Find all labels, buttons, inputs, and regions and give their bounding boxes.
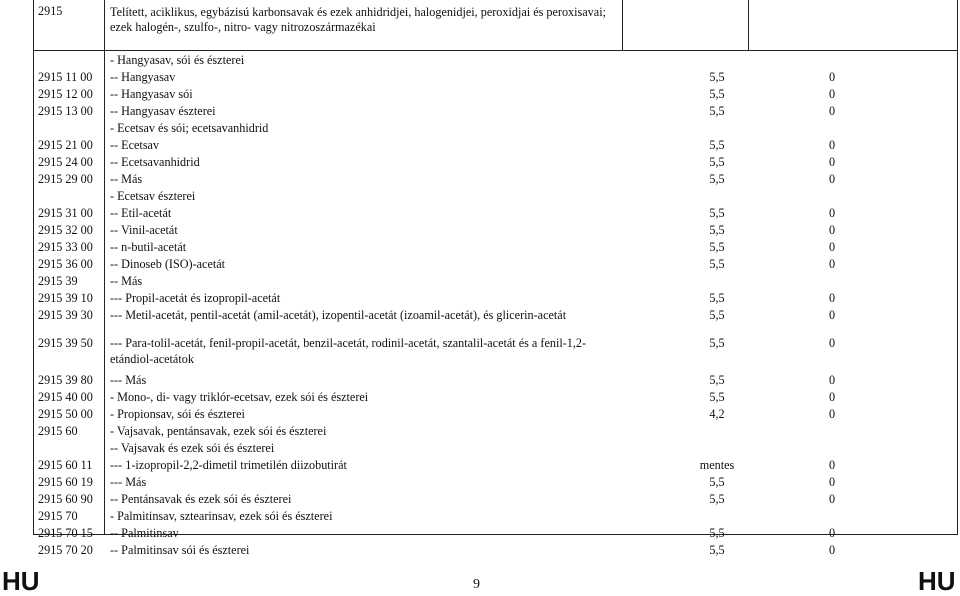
row-duty-rate: 5,5 (709, 373, 725, 387)
row-code: 2915 33 00 (38, 240, 93, 254)
row-description: -- Ecetsavanhidrid (110, 155, 200, 169)
table-row (33, 171, 958, 188)
row-zero-rate: 0 (828, 70, 836, 84)
table-row (33, 525, 958, 542)
row-zero-rate: 0 (828, 206, 836, 220)
row-zero-rate: 0 (828, 172, 836, 186)
row-zero-rate: 0 (828, 104, 836, 118)
row-code: 2915 39 10 (38, 291, 93, 305)
table-row (33, 290, 958, 307)
row-code: 2915 70 15 (38, 526, 93, 540)
row-zero-rate: 0 (828, 390, 836, 404)
row-description: -- Ecetsav (110, 138, 160, 152)
row-duty-rate: 5,5 (709, 291, 725, 305)
table-row (33, 406, 958, 423)
row-zero-rate: 0 (828, 138, 836, 152)
table-row (33, 120, 958, 137)
row-description: - Palmitinsav, sztearinsav, ezek sói és észterei (110, 509, 333, 523)
row-duty-rate: 5,5 (709, 104, 725, 118)
heading-row (33, 0, 958, 51)
row-description: -- Hangyasav (110, 70, 176, 84)
row-zero-rate: 0 (828, 291, 836, 305)
row-code: 2915 70 20 (38, 543, 93, 557)
row-duty-rate: 5,5 (709, 70, 725, 84)
row-zero-rate: 0 (828, 526, 836, 540)
row-duty-rate: 5,5 (709, 206, 725, 220)
table-row (33, 508, 958, 525)
table-row (33, 457, 958, 474)
table-row (33, 423, 958, 440)
row-description: -- Más (110, 172, 143, 186)
table-row (33, 137, 958, 154)
row-code: 2915 40 00 (38, 390, 93, 404)
row-description: -- Hangyasav sói (110, 87, 193, 101)
table-row (33, 440, 958, 457)
table-row (33, 103, 958, 120)
row-zero-rate: 0 (828, 155, 836, 169)
row-description: --- Propil-acetát és izopropil-acetát (110, 291, 281, 305)
table-row (33, 307, 958, 325)
row-description: - Mono-, di- vagy triklór-ecetsav, ezek sói és észterei (110, 390, 369, 404)
row-code: 2915 11 00 (38, 70, 93, 84)
row-zero-rate: 0 (828, 492, 836, 506)
row-zero-rate: 0 (828, 336, 836, 350)
table-row (33, 491, 958, 508)
row-description: -- Dinoseb (ISO)-acetát (110, 257, 226, 271)
row-zero-rate: 0 (828, 543, 836, 557)
row-description: -- Palmitinsav sói és észterei (110, 543, 250, 557)
row-duty-rate: 5,5 (709, 526, 725, 540)
row-description: --- Más (110, 475, 147, 489)
tariff-rows (33, 51, 958, 559)
table-row (33, 86, 958, 103)
row-duty-rate: 5,5 (709, 475, 725, 489)
row-code: 2915 70 (38, 509, 78, 523)
heading-description: Telített, aciklikus, egybázisú karbonsavak és ezek anhidridjei, halogenidjei, peroxidjai és peroxisavai; ezek halogén-, szulfo-, nitro- vagy nitrozoszármazékai (110, 5, 606, 34)
row-zero-rate: 0 (828, 373, 836, 387)
row-description: --- Metil-acetát, pentil-acetát (amil-acetát), izopentil-acetát (izoamil-acetát), és glicerin-acetát (110, 308, 567, 322)
row-description: - Hangyasav, sói és észterei (110, 53, 245, 67)
table-row (33, 273, 958, 290)
row-description: -- Vinil-acetát (110, 223, 178, 237)
row-description: --- Más (110, 373, 147, 387)
table-row (33, 154, 958, 171)
row-zero-rate: 0 (828, 475, 836, 489)
row-zero-rate: 0 (828, 257, 836, 271)
row-code: 2915 36 00 (38, 257, 93, 271)
heading-code: 2915 (38, 4, 63, 18)
row-code: 2915 39 50 (38, 336, 93, 350)
row-description: --- 1-izopropil-2,2-dimetil trimetilén diizobutirát (110, 458, 347, 472)
row-description: - Propionsav, sói és észterei (110, 407, 245, 421)
row-zero-rate: 0 (828, 223, 836, 237)
row-description: - Ecetsav és sói; ecetsavanhidrid (110, 121, 269, 135)
row-duty-rate: 5,5 (709, 240, 725, 254)
row-description: - Vajsavak, pentánsavak, ezek sói és észterei (110, 424, 327, 438)
row-duty-rate: 4,2 (709, 407, 725, 421)
row-description: - Ecetsav észterei (110, 189, 196, 203)
row-duty-rate: 5,5 (709, 155, 725, 169)
row-code: 2915 39 30 (38, 308, 93, 322)
row-code: 2915 60 (38, 424, 78, 438)
row-code: 2915 39 80 (38, 373, 93, 387)
tariff-table (33, 0, 958, 559)
row-description: -- Más (110, 274, 143, 288)
row-zero-rate: 0 (828, 458, 836, 472)
row-code: 2915 60 19 (38, 475, 93, 489)
row-duty-rate: 5,5 (709, 543, 725, 557)
page-number: 9 (473, 577, 480, 592)
row-duty-rate: 5,5 (709, 390, 725, 404)
row-zero-rate: 0 (828, 407, 836, 421)
row-code: 2915 31 00 (38, 206, 93, 220)
table-row (33, 239, 958, 256)
row-code: 2915 29 00 (38, 172, 93, 186)
table-row (33, 335, 958, 372)
table-row (33, 222, 958, 239)
row-zero-rate: 0 (828, 308, 836, 322)
table-row (33, 474, 958, 491)
row-description: -- Vajsavak és ezek sói és észterei (110, 441, 275, 455)
row-description: --- Para-tolil-acetát, fenil-propil-acetát, benzil-acetát, rodinil-acetát, szantalil-acetát és a fenil-1,2-etándiol-acetátok (110, 336, 587, 366)
row-duty-rate: 5,5 (709, 172, 725, 186)
row-duty-rate: 5,5 (709, 308, 725, 322)
row-duty-rate: mentes (699, 458, 735, 472)
row-description: -- Pentánsavak és ezek sói és észterei (110, 492, 292, 506)
row-description: -- Hangyasav észterei (110, 104, 216, 118)
footer-lang-left: HU (2, 566, 40, 596)
table-row (33, 542, 958, 559)
table-row (33, 52, 958, 69)
table-row (33, 256, 958, 273)
row-zero-rate: 0 (828, 87, 836, 101)
row-code: 2915 32 00 (38, 223, 93, 237)
row-duty-rate: 5,5 (709, 257, 725, 271)
row-duty-rate: 5,5 (709, 492, 725, 506)
row-duty-rate: 5,5 (709, 223, 725, 237)
footer-lang-right: HU (918, 566, 956, 596)
row-code: 2915 50 00 (38, 407, 93, 421)
row-description: -- Etil-acetát (110, 206, 172, 220)
table-row (33, 372, 958, 389)
row-zero-rate: 0 (828, 240, 836, 254)
row-duty-rate: 5,5 (709, 336, 725, 350)
row-code: 2915 24 00 (38, 155, 93, 169)
row-code: 2915 12 00 (38, 87, 93, 101)
table-row (33, 69, 958, 86)
row-code: 2915 21 00 (38, 138, 93, 152)
row-duty-rate: 5,5 (709, 138, 725, 152)
row-duty-rate: 5,5 (709, 87, 725, 101)
row-description: -- Palmitinsav (110, 526, 179, 540)
table-row (33, 188, 958, 205)
row-description: -- n-butil-acetát (110, 240, 187, 254)
row-code: 2915 60 11 (38, 458, 93, 472)
table-row (33, 205, 958, 222)
row-code: 2915 60 90 (38, 492, 93, 506)
row-code: 2915 39 (38, 274, 78, 288)
row-code: 2915 13 00 (38, 104, 93, 118)
table-row (33, 389, 958, 406)
